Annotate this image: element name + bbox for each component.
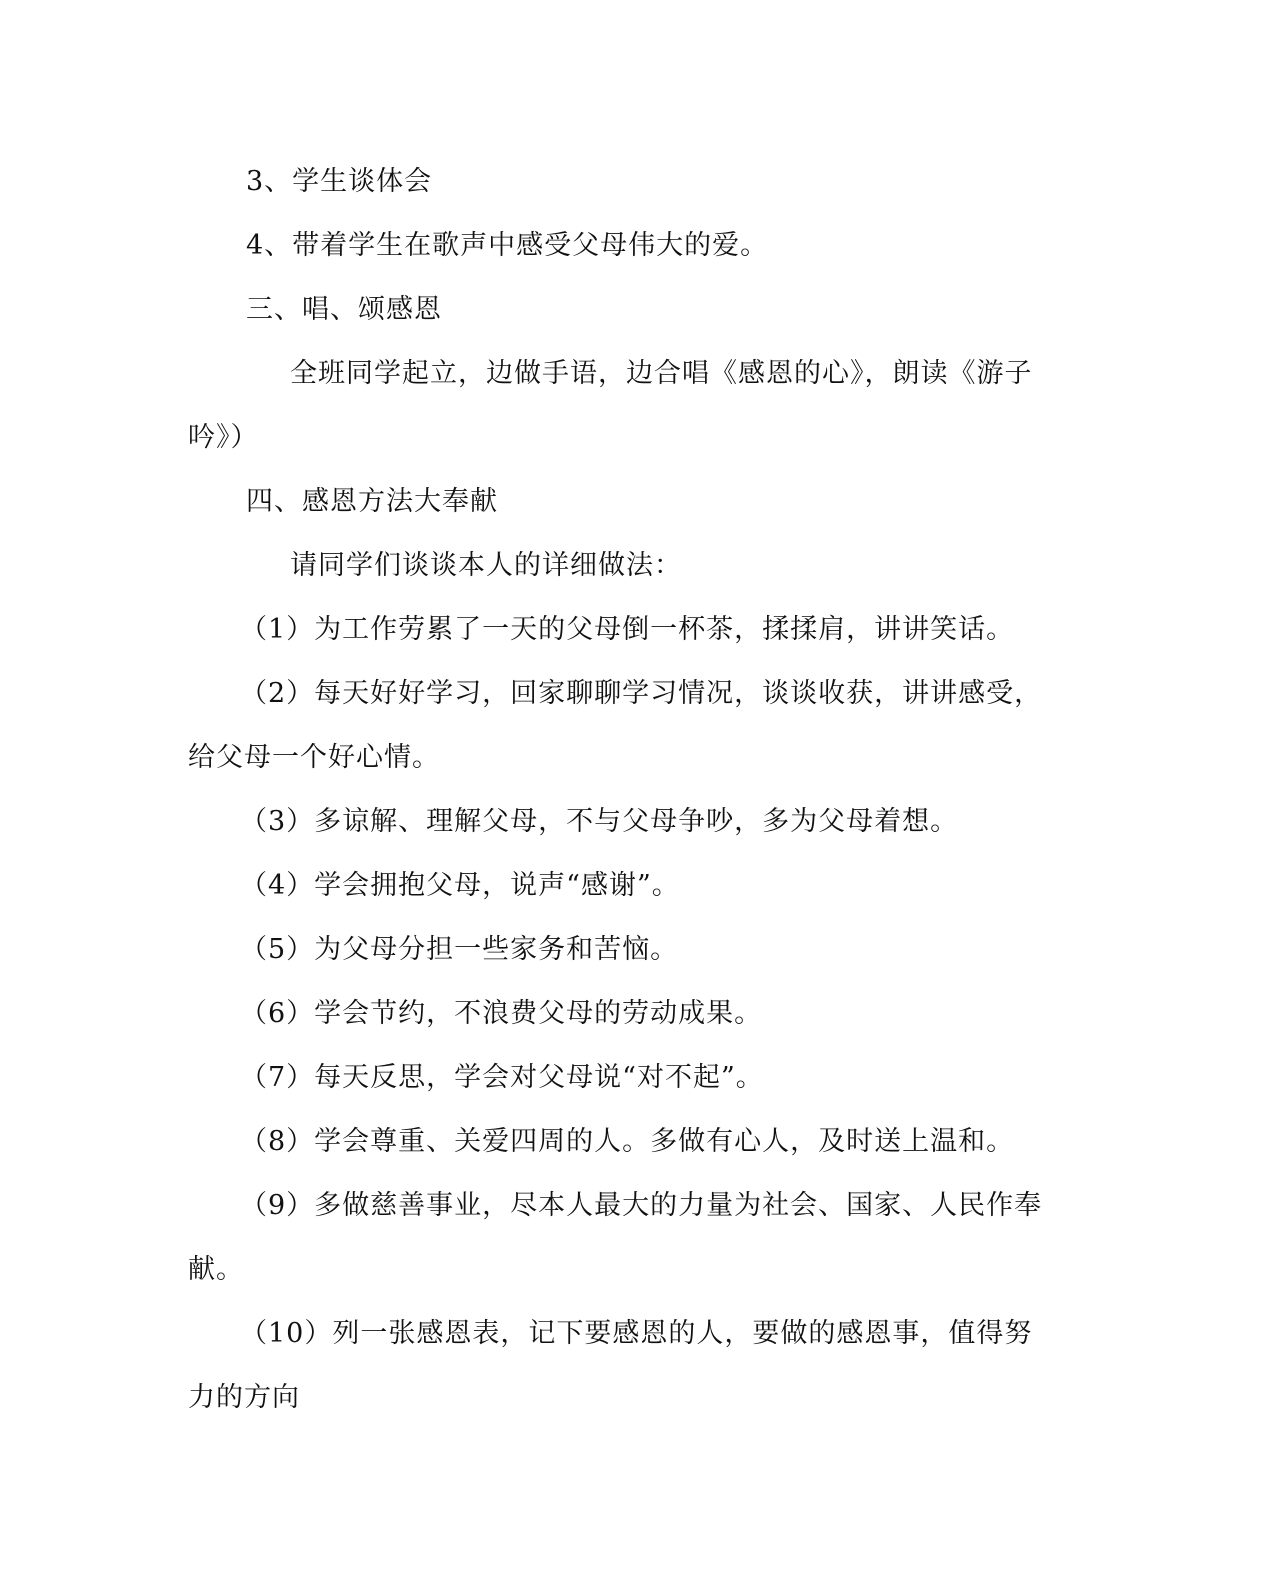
- list-item-10-continued: 力的方向: [188, 1382, 300, 1413]
- list-item-2-continued: 给父母一个好心情。: [188, 742, 440, 773]
- list-item-9-continued: 献。: [188, 1254, 244, 1285]
- list-item-3: （3）多谅解、理解父母，不与父母争吵，多为父母着想。: [240, 806, 959, 837]
- item-3-line: 3、学生谈体会: [246, 166, 433, 197]
- item-4-line: 4、带着学生在歌声中感受父母伟大的爱。: [246, 230, 769, 261]
- section-3-heading: 三、唱、颂感恩: [246, 294, 442, 325]
- paragraph-line: 吟》）: [188, 422, 259, 453]
- list-item-5: （5）为父母分担一些家务和苦恼。: [240, 934, 679, 965]
- list-item-9: （9）多做慈善事业，尽本人最大的力量为社会、国家、人民作奉: [240, 1190, 1043, 1221]
- list-item-10: （10）列一张感恩表，记下要感恩的人，要做的感恩事，值得努: [240, 1318, 1033, 1349]
- list-item-2: （2）每天好好学习，回家聊聊学习情况，谈谈收获，讲讲感受，: [240, 678, 1043, 709]
- list-item-7: （7）每天反思，学会对父母说“对不起”。: [240, 1062, 764, 1093]
- paragraph-line: 请同学们谈谈本人的详细做法：: [290, 550, 682, 581]
- list-item-8: （8）学会尊重、关爱四周的人。多做有心人，及时送上温和。: [240, 1126, 1015, 1157]
- paragraph-line: 全班同学起立，边做手语，边合唱《感恩的心》，朗读《游子: [290, 358, 1033, 389]
- list-item-4: （4）学会拥抱父母，说声“感谢”。: [240, 870, 680, 901]
- list-item-1: （1）为工作劳累了一天的父母倒一杯茶，揉揉肩，讲讲笑话。: [240, 614, 1015, 645]
- section-4-heading: 四、感恩方法大奉献: [246, 486, 498, 517]
- list-item-6: （6）学会节约，不浪费父母的劳动成果。: [240, 998, 763, 1029]
